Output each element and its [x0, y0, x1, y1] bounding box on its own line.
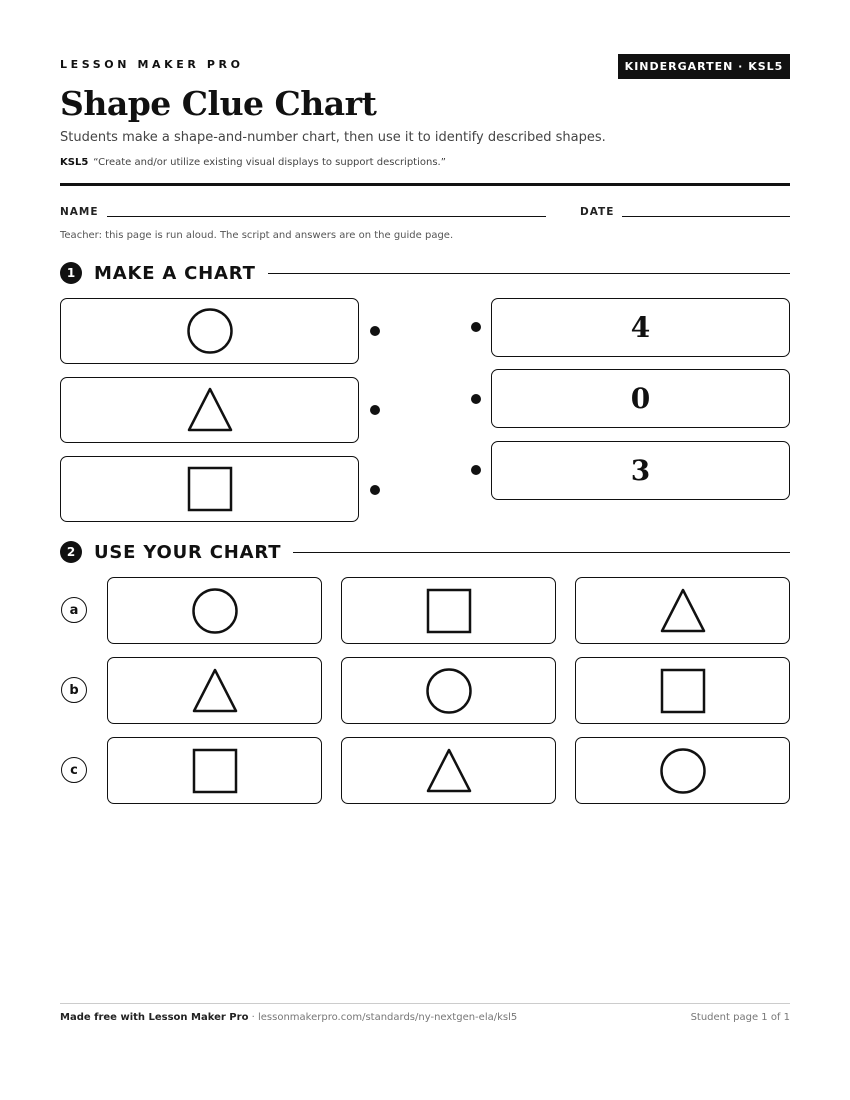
page-title: Shape Clue Chart: [60, 84, 377, 123]
square-icon: [190, 746, 240, 796]
chart-shape-card-2: [60, 377, 359, 443]
footer-credit: [60, 1012, 517, 1023]
row-a-option-1[interactable]: [107, 577, 322, 644]
row-a-option-2[interactable]: [341, 577, 556, 644]
square-icon: [658, 666, 708, 716]
match-dot-shape-1[interactable]: [370, 326, 380, 336]
row-a-label: a: [61, 597, 87, 623]
row-b-label: b: [61, 677, 87, 703]
name-field-line[interactable]: [107, 216, 546, 217]
chart-shape-card-1: [60, 298, 359, 364]
footer-separator: ·: [248, 1012, 258, 1023]
row-c-label: c: [61, 757, 87, 783]
chart-number-2: 0: [630, 382, 651, 415]
circle-icon: [424, 666, 474, 716]
page-subtitle: Students make a shape-and-number chart, then use it to identify described shapes.: [60, 130, 606, 145]
footer-made-with: Made free with Lesson Maker Pro: [60, 1012, 249, 1023]
standard-code: KSL5: [60, 157, 89, 168]
standard-text: “Create and/or utilize existing visual displays to support descriptions.”: [93, 157, 446, 168]
chart-number-card-2: [491, 369, 790, 428]
row-b-option-2[interactable]: [341, 657, 556, 724]
footer-url[interactable]: lessonmakerpro.com/standards/ny-nextgen-ela/ksl5: [257, 1012, 518, 1023]
section-1-rule: [268, 273, 790, 274]
triangle-icon: [190, 666, 240, 716]
header-divider: [60, 183, 790, 186]
circle-icon: [658, 746, 708, 796]
match-dot-number-3[interactable]: [471, 465, 481, 475]
match-dot-number-2[interactable]: [471, 394, 481, 404]
row-c-option-3[interactable]: [575, 737, 790, 804]
date-field-line[interactable]: [622, 216, 790, 217]
date-label: DATE: [580, 206, 615, 218]
chart-number-card-1: [491, 298, 790, 357]
grade-badge: KINDERGARTEN · KSL5: [618, 54, 790, 79]
chart-number-1: 4: [630, 311, 651, 344]
footer-divider: [60, 1003, 790, 1004]
circle-icon: [185, 306, 235, 356]
triangle-icon: [185, 385, 235, 435]
section-1-number: 1: [60, 262, 82, 284]
section-1-heading: [60, 261, 790, 285]
section-2-heading: [60, 540, 790, 564]
section-2-title: USE YOUR CHART: [94, 541, 282, 563]
section-1-title: MAKE A CHART: [94, 262, 256, 284]
circle-icon: [190, 586, 240, 636]
triangle-icon: [658, 586, 708, 636]
teacher-note: Teacher: this page is run aloud. The script and answers are on the guide page.: [60, 230, 454, 241]
chart-number-3: 3: [630, 454, 651, 487]
square-icon: [185, 464, 235, 514]
section-2-number: 2: [60, 541, 82, 563]
name-label: NAME: [60, 206, 99, 218]
chart-number-card-3: [491, 441, 790, 500]
section-2-rule: [293, 552, 790, 553]
chart-shape-card-3: [60, 456, 359, 522]
row-c-option-2[interactable]: [341, 737, 556, 804]
row-a-option-3[interactable]: [575, 577, 790, 644]
triangle-icon: [424, 746, 474, 796]
row-c-option-1[interactable]: [107, 737, 322, 804]
square-icon: [424, 586, 474, 636]
row-b-option-3[interactable]: [575, 657, 790, 724]
standard-line: [60, 157, 446, 168]
row-b-option-1[interactable]: [107, 657, 322, 724]
match-dot-shape-2[interactable]: [370, 405, 380, 415]
match-dot-shape-3[interactable]: [370, 485, 380, 495]
brand-name: LESSON MAKER PRO: [60, 58, 244, 71]
footer-page-number: Student page 1 of 1: [690, 1012, 790, 1023]
match-dot-number-1[interactable]: [471, 322, 481, 332]
